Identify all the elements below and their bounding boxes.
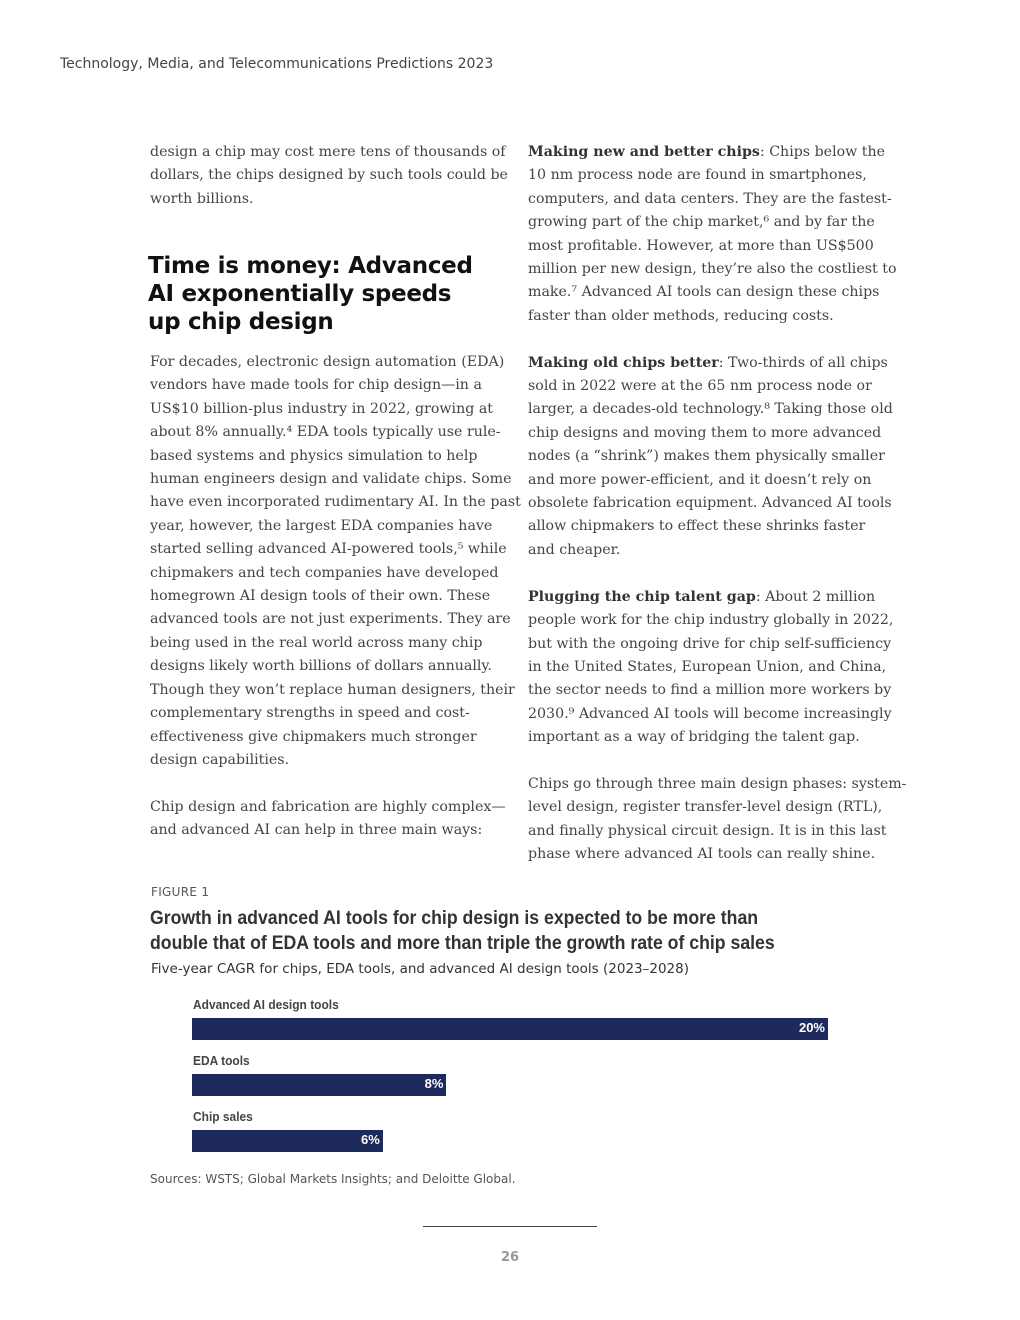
text-line: and cheaper. (528, 541, 621, 558)
footer-divider (423, 1226, 597, 1227)
text-fragment: : Two-thirds of all chips (718, 354, 888, 371)
text-line: phase where advanced AI tools can really shine. (528, 846, 876, 863)
paragraph-talent-gap (528, 586, 894, 750)
text-line: and advanced AI can help in three main ways: (150, 822, 483, 839)
text-line: double that of EDA tools and more than triple the growth rate of chip sales (150, 933, 775, 954)
paragraph-lead: Making new and better chips (528, 144, 760, 160)
section-heading (148, 252, 473, 336)
text-line: and more power-efficient, and it doesn’t rely on (528, 471, 872, 488)
text-line: vendors have made tools for chip design—in a (150, 377, 482, 394)
text-line: homegrown AI design tools of their own. These (150, 588, 491, 605)
bar (192, 1074, 446, 1096)
text-line: being used in the real world across many chip (150, 634, 483, 651)
text-line: AI exponentially speeds (148, 281, 452, 307)
text-line: have even incorporated rudimentary AI. In the past (150, 494, 521, 511)
bar (192, 1130, 383, 1152)
text-line: growing part of the chip market,⁶ and by far the (528, 214, 875, 231)
text-line (528, 141, 886, 164)
bar-value-label: 6% (361, 1132, 380, 1147)
bar-chart (192, 995, 852, 1165)
text-line: computers, and data centers. They are the fastest- (528, 190, 892, 207)
text-line: most profitable. However, at more than US$500 (528, 237, 874, 254)
text-line: faster than older methods, reducing costs. (528, 307, 834, 324)
text-line: Time is money: Advanced (148, 253, 473, 279)
paragraph-lead: Plugging the chip talent gap (528, 588, 756, 605)
page-number: 26 (500, 1250, 520, 1265)
text-line: obsolete fabrication equipment. Advanced AI tools (528, 495, 892, 512)
text-line: million per new design, they’re also the costliest to (528, 261, 897, 278)
figure-label: FIGURE 1 (151, 885, 210, 899)
text-line: important as a way of bridging the talent gap. (528, 729, 860, 746)
text-line: 2030.⁹ Advanced AI tools will become increasingly (528, 705, 892, 722)
intro-paragraph (150, 141, 508, 211)
figure-source: Sources: WSTS; Global Markets Insights; and Deloitte Global. (150, 1172, 516, 1186)
left-column (150, 141, 508, 235)
paragraph-lead: Making old chips better (528, 354, 719, 371)
text-line: chipmakers and tech companies have developed (150, 564, 499, 581)
bar-category-label: Advanced AI design tools (193, 997, 339, 1012)
left-column-body (150, 351, 521, 866)
paragraph-old-chips (528, 352, 893, 563)
text-line: worth billions. (150, 190, 254, 207)
text-line: nodes (a “shrink”) makes them physically smaller (528, 448, 885, 465)
text-line: dollars, the chips designed by such tools could be (150, 167, 508, 184)
bar-category-label: EDA tools (193, 1053, 250, 1068)
text-line: Though they won’t replace human designers, their (150, 681, 515, 698)
paragraph-eda (150, 351, 521, 772)
bar-value-label: 20% (798, 1020, 825, 1035)
text-line: Growth in advanced AI tools for chip design is expected to be more than (150, 908, 759, 929)
text-line: in the United States, European Union, and China, (528, 658, 887, 675)
figure-title (150, 906, 775, 956)
text-line: For decades, electronic design automation (EDA) (150, 354, 505, 370)
text-line: up chip design (148, 309, 334, 335)
text-line: design capabilities. (150, 751, 290, 768)
text-line: people work for the chip industry globally in 2022, (528, 612, 894, 629)
text-line: year, however, the largest EDA companies have (150, 517, 493, 534)
paragraph-new-chips (528, 141, 897, 328)
bar-value-label: 8% (424, 1076, 444, 1091)
text-line: human engineers design and validate chips. Some (150, 471, 512, 488)
text-line: effectiveness give chipmakers much stronger (150, 728, 477, 745)
text-fragment: : About 2 million (755, 588, 876, 605)
text-line: designs likely worth billions of dollars annually. (150, 658, 493, 675)
paragraph-design-phases (528, 773, 907, 867)
text-line: about 8% annually.⁴ EDA tools typically use rule- (150, 424, 501, 441)
text-line: Chips go through three main design phases: system- (528, 775, 907, 792)
text-line: and finally physical circuit design. It is in this last (528, 822, 887, 839)
text-line: complementary strengths in speed and cost- (150, 705, 470, 722)
running-header: Technology, Media, and Telecommunications Predictions 2023 (60, 56, 494, 72)
text-line: advanced tools are not just experiments. They are (150, 611, 511, 628)
text-line (528, 586, 878, 609)
text-line: larger, a decades-old technology.⁸ Taking those old (528, 401, 893, 418)
text-fragment: : Chips below the (759, 144, 886, 160)
text-line: allow chipmakers to effect these shrinks faster (528, 518, 866, 535)
text-line: 10 nm process node are found in smartphones, (528, 167, 867, 184)
figure-subtitle: Five-year CAGR for chips, EDA tools, and advanced AI design tools (2023–2028) (151, 961, 689, 977)
text-line: US$10 billion-plus industry in 2022, growing at (150, 400, 493, 417)
text-line: sold in 2022 were at the 65 nm process node or (528, 378, 872, 395)
right-column (528, 141, 907, 890)
text-line: Chip design and fabrication are highly complex— (150, 798, 506, 815)
text-line: but with the ongoing drive for chip self-sufficiency (528, 635, 892, 652)
text-line: chip designs and moving them to more advanced (528, 424, 882, 441)
text-line: make.⁷ Advanced AI tools can design these chips (528, 284, 880, 301)
text-line: started selling advanced AI-powered tools,⁵ while (150, 541, 507, 558)
text-line: design a chip may cost mere tens of thousands of (150, 144, 506, 160)
paragraph-three-ways (150, 796, 506, 843)
text-line: level design, register transfer-level design (RTL), (528, 799, 883, 816)
bar (192, 1018, 828, 1040)
text-line: based systems and physics simulation to help (150, 447, 478, 464)
text-line (528, 352, 888, 375)
text-line: the sector needs to find a million more workers by (528, 682, 892, 699)
bar-category-label: Chip sales (193, 1109, 253, 1124)
